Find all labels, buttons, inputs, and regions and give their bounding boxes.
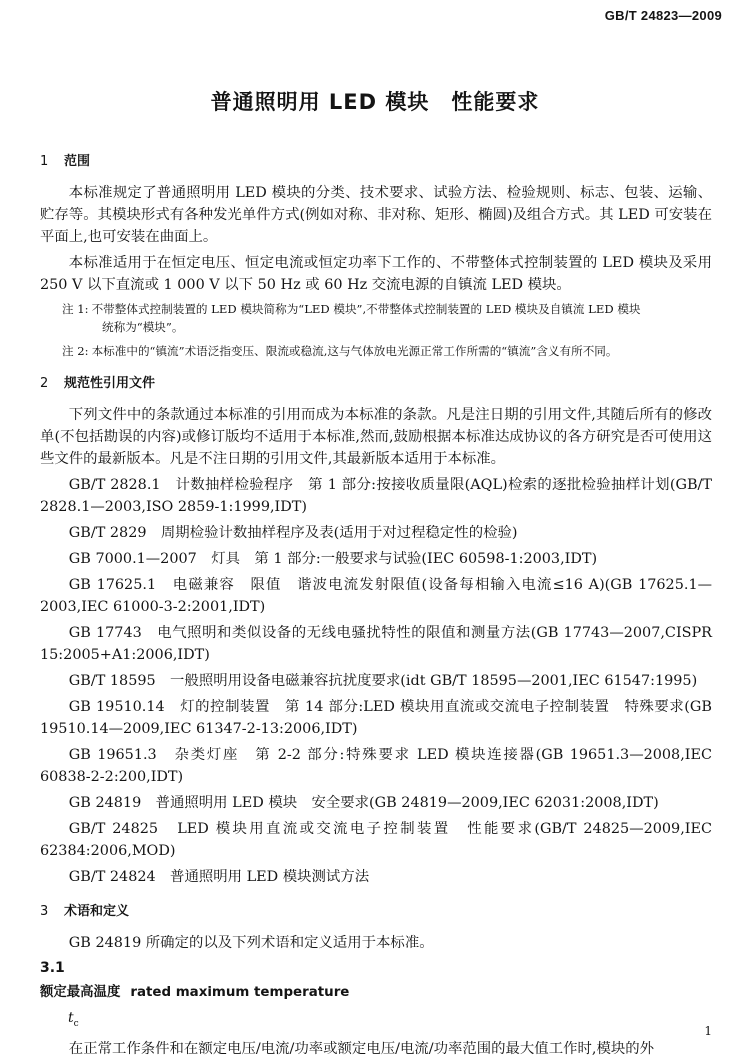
section-2-intro: 下列文件中的条款通过本标准的引用而成为本标准的条款。凡是注日期的引用文件,其随后所有的修改单(不包括勘误的内容)或修订版均不适用于本标准,然而,鼓励根据本标准达成协议的各方研究是否可使用这些文件的最新版本。凡是不注日期的引用文件,其最新版本适用于本标准。 xyxy=(40,407,712,467)
term-english: rated maximum temperature xyxy=(130,985,350,1000)
section-1-note-1 xyxy=(40,300,712,336)
section-2-heading xyxy=(40,374,712,394)
note-2-text: 本标准中的“镇流”术语泛指变压、限流或稳流,这与气体放电光源正常工作所需的“镇流”含义有所不同。 xyxy=(91,344,618,358)
subsection-3-1-number: 3.1 xyxy=(40,960,65,976)
section-3-number: 3 xyxy=(40,904,49,919)
section-1-heading xyxy=(40,152,712,172)
term-chinese: 额定最高温度 xyxy=(40,985,121,1000)
section-2-number: 2 xyxy=(40,376,49,391)
page-number: 1 xyxy=(704,1024,712,1038)
note-1-text: 不带整体式控制装置的 LED 模块简称为“LED 模块”,不带整体式控制装置的 LED 模块及自镇流 LED 模块 xyxy=(91,302,641,316)
standard-id: GB/T 24823—2009 xyxy=(604,8,722,23)
section-1-note-2 xyxy=(40,342,712,360)
reference-item: GB 19510.14 灯的控制装置 第 14 部分:LED 模块用直流或交流电子控制装置 特殊要求(GB 19510.14—2009,IEC 61347-2-13:2006,IDT) xyxy=(40,699,712,737)
reference-item: GB 7000.1—2007 灯具 第 1 部分:一般要求与试验(IEC 60598-1:2003,IDT) xyxy=(68,551,598,567)
note-2-label: 注 2: xyxy=(62,344,89,358)
section-1-number: 1 xyxy=(40,154,49,169)
symbol-subscript: c xyxy=(73,1018,79,1029)
section-1-paragraph-1: 本标准规定了普通照明用 LED 模块的分类、技术要求、试验方法、检验规则、标志、包装、运输、贮存等。其模块形式有各种发光单件方式(例如对称、非对称、矩形、椭圆)及组合方式。其 LED 可安装在平面上,也可安装在曲面上。 xyxy=(40,185,712,245)
reference-item: GB 19651.3 杂类灯座 第 2-2 部分:特殊要求 LED 模块连接器(GB 19651.3—2008,IEC 60838-2-2:200,IDT) xyxy=(40,747,712,785)
term-3-1 xyxy=(40,982,712,1004)
section-1-paragraph-2: 本标准适用于在恒定电压、恒定电流或恒定功率下工作的、不带整体式控制装置的 LED 模块及采用 250 V 以下直流或 1 000 V 以下 50 Hz 或 60 Hz 交流电源的自镇流 LED 模块。 xyxy=(40,255,712,293)
section-3-title: 术语和定义 xyxy=(64,904,130,919)
document-title xyxy=(0,86,750,116)
symbol-base: t xyxy=(68,1010,74,1026)
reference-item: GB/T 2828.1 计数抽样检验程序 第 1 部分:按接收质量限(AQL)检索的逐批检验抽样计划(GB/T 2828.1—2003,ISO 2859-1:1999,IDT) xyxy=(40,477,712,515)
term-3-1-definition: 在正常工作条件和在额定电压/电流/功率或额定电压/电流/功率范围的最大值工作时,模块的外 xyxy=(68,1040,655,1057)
note-1-continuation: 统称为“模块”。 xyxy=(102,320,184,334)
note-1-label: 注 1: xyxy=(62,302,89,316)
title-part-1: 普通照明用 LED 模块 xyxy=(210,90,430,114)
section-1-title: 范围 xyxy=(64,154,91,169)
reference-item: GB/T 2829 周期检验计数抽样程序及表(适用于对过程稳定性的检验) xyxy=(68,525,518,541)
term-symbol xyxy=(40,1008,712,1034)
reference-item: GB 24819 普通照明用 LED 模块 安全要求(GB 24819—2009,IEC 62031:2008,IDT) xyxy=(68,795,659,811)
section-3-intro: GB 24819 所确定的以及下列术语和定义适用于本标准。 xyxy=(68,935,434,951)
reference-item: GB 17743 电气照明和类似设备的无线电骚扰特性的限值和测量方法(GB 17743—2007,CISPR 15:2005+A1:2006,IDT) xyxy=(40,625,712,663)
title-part-2: 性能要求 xyxy=(451,90,540,114)
reference-item: GB/T 24825 LED 模块用直流或交流电子控制装置 性能要求(GB/T 24825—2009,IEC 62384:2006,MOD) xyxy=(40,821,712,859)
reference-item: GB/T 24824 普通照明用 LED 模块测试方法 xyxy=(68,869,370,885)
section-3-heading xyxy=(40,902,712,922)
document-body xyxy=(40,150,712,1060)
reference-item: GB/T 18595 一般照明用设备电磁兼容抗扰度要求(idt GB/T 18595—2001,IEC 61547:1995) xyxy=(68,673,698,689)
reference-item: GB 17625.1 电磁兼容 限值 谐波电流发射限值(设备每相输入电流≤16 A)(GB 17625.1—2003,IEC 61000-3-2:2001,IDT) xyxy=(40,577,712,615)
section-2-title: 规范性引用文件 xyxy=(64,376,156,391)
